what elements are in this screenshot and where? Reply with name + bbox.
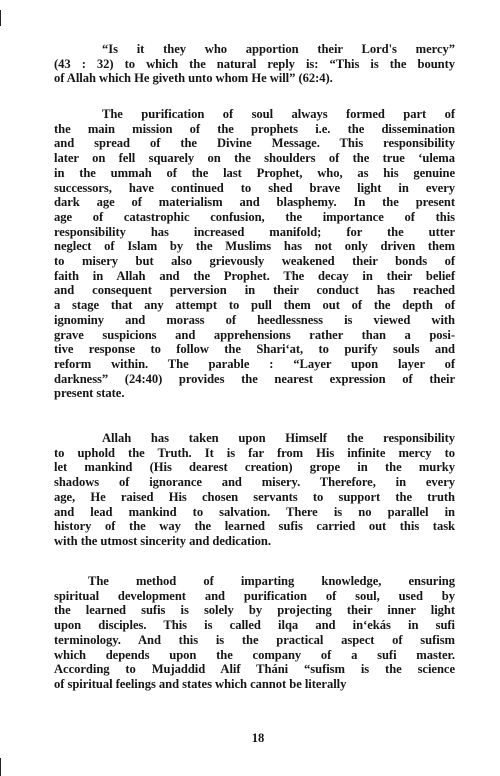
text-line: and spread of the Divine Message. This responsibility <box>54 136 455 151</box>
text-line: which depends upon the company of a sufi master. <box>54 647 455 662</box>
text-line: tive response to follow the Shari‘at, to purify souls and <box>54 342 455 357</box>
text-line: let mankind (His dearest creation) grope in the murky <box>54 460 455 475</box>
text-line: grave suspicions and apprehensions rather than a posi- <box>54 327 455 342</box>
page-number: 18 <box>251 731 265 745</box>
text-line: responsibility has increased manifold; for the utter <box>54 224 455 239</box>
paragraph-1 <box>54 42 455 86</box>
text-line: upon disciples. This is called ilqa and in‘ekás in sufi <box>54 618 455 633</box>
text-line: successors, have continued to shed brave light in every <box>54 180 455 195</box>
text-line: faith in Allah and the Prophet. The decay in their belief <box>54 268 455 283</box>
text-line: with the utmost sincerity and dedication. <box>54 533 271 548</box>
scan-edge-mark <box>0 758 1 776</box>
paragraph-4 <box>54 574 455 692</box>
text-line: dark age of materialism and blasphemy. In the present <box>54 195 455 210</box>
text-line: age of catastrophic confusion, the importance of this <box>54 209 455 224</box>
text-line: the main mission of the prophets i.e. the dissemination <box>54 121 455 136</box>
text-line: Allah has taken upon Himself the responsibility <box>102 431 455 445</box>
paragraph-3 <box>54 431 455 549</box>
text-line: reform within. The parable : “Layer upon layer of <box>54 356 455 371</box>
text-line: the learned sufis is solely by projecting their inner light <box>54 603 455 618</box>
text-line: a stage that any attempt to pull them out of the depth of <box>54 298 455 313</box>
paragraph-2 <box>54 107 455 401</box>
text-line: ignominy and morass of heedlessness is viewed with <box>54 312 455 327</box>
text-line: spiritual development and purification of soul, used by <box>54 588 455 603</box>
text-line: The purification of soul always formed part of <box>102 107 455 121</box>
text-line: later on fell squarely on the shoulders of the true ‘ulema <box>54 151 455 166</box>
text-line: “Is it they who apportion their Lord's mercy” <box>102 42 455 56</box>
text-line: to uphold the Truth. It is far from His infinite mercy to <box>54 445 455 460</box>
text-line: in the ummah of the last Prophet, who, as his genuine <box>54 165 455 180</box>
scan-edge-mark <box>0 10 1 26</box>
text-line: present state. <box>54 386 125 401</box>
text-line: age, He raised His chosen servants to support the truth <box>54 489 455 504</box>
text-line: darkness” (24:40) provides the nearest expression of their <box>54 371 455 386</box>
text-line: shadows of ignorance and misery. Therefore, in every <box>54 475 455 490</box>
text-line: to misery but also grievously weakened their bonds of <box>54 254 455 269</box>
text-line: and lead mankind to salvation. There is no parallel in <box>54 504 455 519</box>
text-line: (43 : 32) to which the natural reply is: “This is the bounty <box>54 56 455 71</box>
text-line: The method of imparting knowledge, ensuring <box>88 574 455 588</box>
text-line: According to Mujaddid Alif Tháni “sufism is the science <box>54 662 455 677</box>
text-line: terminology. And this is the practical aspect of sufism <box>54 632 455 647</box>
text-line: of Allah which He giveth unto whom He will” (62:4). <box>54 71 333 86</box>
text-line: neglect of Islam by the Muslims has not only driven them <box>54 239 455 254</box>
text-line: and consequent perversion in their conduct has reached <box>54 283 455 298</box>
text-line: history of the way the learned sufis carried out this task <box>54 519 455 534</box>
text-line: of spiritual feelings and states which cannot be literally <box>54 676 347 691</box>
